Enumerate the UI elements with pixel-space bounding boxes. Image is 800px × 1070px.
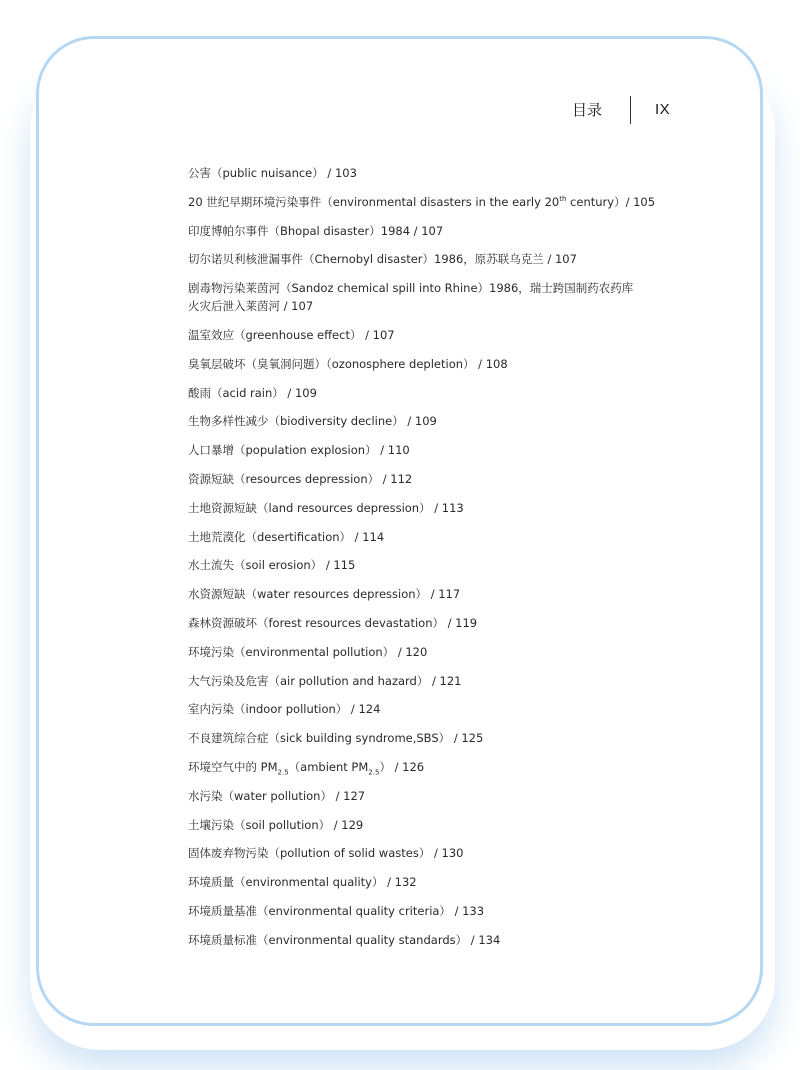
toc-entry: 生物多样性减少（biodiversity decline） / 109 — [188, 414, 437, 429]
toc-entry: 固体废弃物污染（pollution of solid wastes） / 130 — [188, 846, 464, 861]
toc-entry: 大气污染及危害（air pollution and hazard） / 121 — [188, 673, 462, 688]
toc-entry: 室内污染（indoor pollution） / 124 — [188, 702, 381, 717]
toc-entry: 资源短缺（resources depression） / 112 — [188, 471, 413, 486]
toc-entry: 环境质量（environmental quality） / 132 — [188, 875, 417, 890]
toc-entry-line: 火灾后泄入莱茵河 / 107 — [188, 299, 314, 314]
toc-entry: 温室效应（greenhouse effect） / 107 — [188, 327, 395, 342]
toc-entry-subscript: 2.5 — [277, 768, 289, 777]
toc-entry: 水污染（water pollution） / 127 — [188, 788, 366, 803]
toc-entry: 切尔诺贝利核泄漏事件（Chernobyl disaster）1986，原苏联乌克兰 / 107 — [188, 252, 577, 267]
toc-entry: 土地资源短缺（land resources depression） / 113 — [188, 500, 464, 515]
toc-entry: 环境污染（environmental pollution） / 120 — [188, 644, 428, 659]
toc-entry — [188, 279, 678, 315]
toc-entry: 水土流失（soil erosion） / 115 — [188, 558, 356, 573]
toc-entry: 环境质量标准（environmental quality standards） / 134 — [188, 932, 501, 947]
toc-entry: 不良建筑综合症（sick building syndrome,SBS） / 125 — [188, 731, 484, 746]
toc-entry: 臭氧层破坏（臭氧洞问题）（ozonosphere depletion） / 108 — [188, 356, 508, 371]
toc-entry — [188, 758, 678, 776]
toc-entry: 土壤污染（soil pollution） / 129 — [188, 817, 364, 832]
toc-entry: 环境质量基准（environmental quality criteria） / 133 — [188, 903, 485, 918]
toc-entry: 公害（public nuisance） / 103 — [188, 166, 357, 180]
toc-entry-text: 20 世纪早期环境污染事件（environmental disasters in the early 20 — [188, 194, 560, 209]
toc-list — [188, 164, 678, 960]
page-number: IX — [655, 101, 671, 118]
toc-entry: 森林资源破坏（forest resources devastation） / 119 — [188, 615, 478, 630]
toc-entry-text: （ambient PM — [288, 759, 369, 774]
toc-entry-subscript: 2.5 — [368, 768, 380, 777]
toc-entry: 水资源短缺（water resources depression） / 117 — [188, 587, 461, 602]
toc-entry: 土地荒漠化（desertification） / 114 — [188, 529, 385, 544]
toc-entry — [188, 193, 678, 211]
toc-entry: 人口暴增（population explosion） / 110 — [188, 443, 410, 458]
toc-entry-line: 剧毒物污染莱茵河（Sandoz chemical spill into Rhine）1986，瑞士跨国制药农药库 — [188, 281, 634, 296]
toc-entry-text: 环境空气中的 PM — [188, 759, 278, 774]
toc-entry: 印度博帕尔事件（Bhopal disaster）1984 / 107 — [188, 223, 444, 238]
toc-entry-text: century）/ 105 — [566, 194, 656, 209]
toc-entry: 酸雨（acid rain） / 109 — [188, 385, 317, 400]
toc-entry-text: ） / 126 — [379, 759, 425, 774]
toc-entry-superscript: th — [559, 194, 567, 203]
toc-heading: 目录 — [572, 101, 603, 119]
header-divider — [630, 96, 631, 124]
